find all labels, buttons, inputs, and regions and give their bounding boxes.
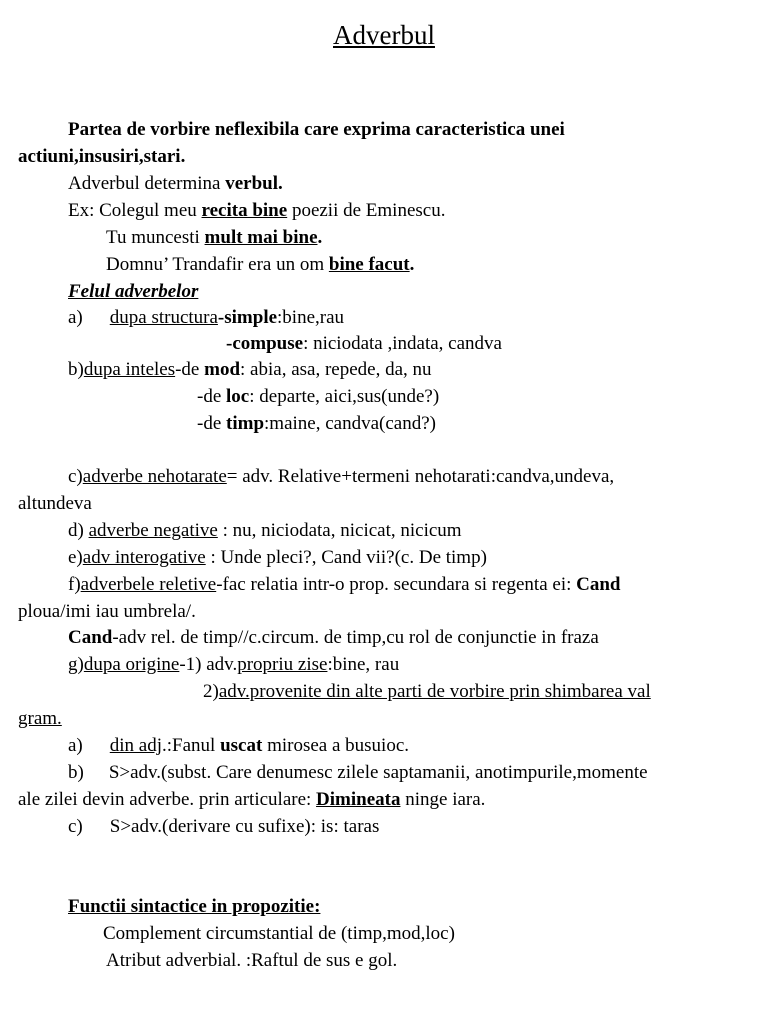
item-g-line: g)dupa origine-1) adv.propriu zise:bine, rau	[68, 654, 400, 675]
example-line-1: Ex: Colegul meu recita bine poezii de Eminescu.	[68, 200, 446, 221]
functii-line-1: Complement circumstantial de (timp,mod,loc)	[103, 923, 455, 944]
determina-line: Adverbul determina verbul.	[68, 173, 283, 194]
item-f-cont: ploua/imi iau umbrela/.	[18, 601, 196, 622]
item-b-line: b)dupa inteles-de mod: abia, asa, repede, da, nu	[68, 359, 432, 380]
sub-item-b-cont: ale zilei devin adverbe. prin articulare: Dimineata ninge iara.	[18, 789, 486, 810]
item-e-line: e)adv interogative : Unde pleci?, Cand vii?(c. De timp)	[68, 547, 487, 568]
felul-heading: Felul adverbelor	[68, 281, 199, 302]
sub-item-a-line: a) din adj.:Fanul uscat mirosea a busuioc.	[68, 735, 409, 756]
intro-line-2: actiuni,insusiri,stari.	[18, 146, 186, 167]
functii-heading: Functii sintactice in propozitie:	[68, 896, 321, 917]
item-f-cand-line: Cand-adv rel. de timp//c.circum. de timp,cu rol de conjunctie in fraza	[68, 627, 599, 648]
item-b-timp-line: -de timp:maine, candva(cand?)	[197, 413, 436, 434]
document-title: Adverbul	[333, 20, 435, 50]
example-line-2: Tu muncesti mult mai bine.	[106, 227, 323, 248]
functii-line-2: Atribut adverbial. :Raftul de sus e gol.	[106, 950, 398, 971]
item-c-cont: altundeva	[18, 493, 92, 514]
item-d-line: d) adverbe negative : nu, niciodata, nicicat, nicicum	[68, 520, 462, 541]
intro-line-1: Partea de vorbire neflexibila care exprima caracteristica unei	[68, 119, 565, 140]
item-g-two-cont: gram.	[18, 708, 62, 729]
sub-item-c-line: c) S>adv.(derivare cu sufixe): is: taras	[68, 816, 380, 837]
item-f-line: f)adverbele reletive-fac relatia intr-o prop. secundara si regenta ei: Cand	[68, 574, 621, 595]
item-g-two-line: 2)adv.provenite din alte parti de vorbire prin shimbarea val	[203, 681, 651, 702]
example-line-3: Domnu’ Trandafir era un om bine facut.	[106, 254, 415, 275]
sub-item-b-line: b) S>adv.(subst. Care denumesc zilele saptamanii, anotimpurile,momente	[68, 762, 648, 783]
item-a-line: a) dupa structura-simple:bine,rau	[68, 307, 345, 328]
item-a-compuse-line: -compuse: niciodata ,indata, candva	[226, 333, 502, 354]
item-c-line: c)adverbe nehotarate= adv. Relative+termeni nehotarati:candva,undeva,	[68, 466, 615, 487]
item-b-loc-line: -de loc: departe, aici,sus(unde?)	[197, 386, 440, 407]
